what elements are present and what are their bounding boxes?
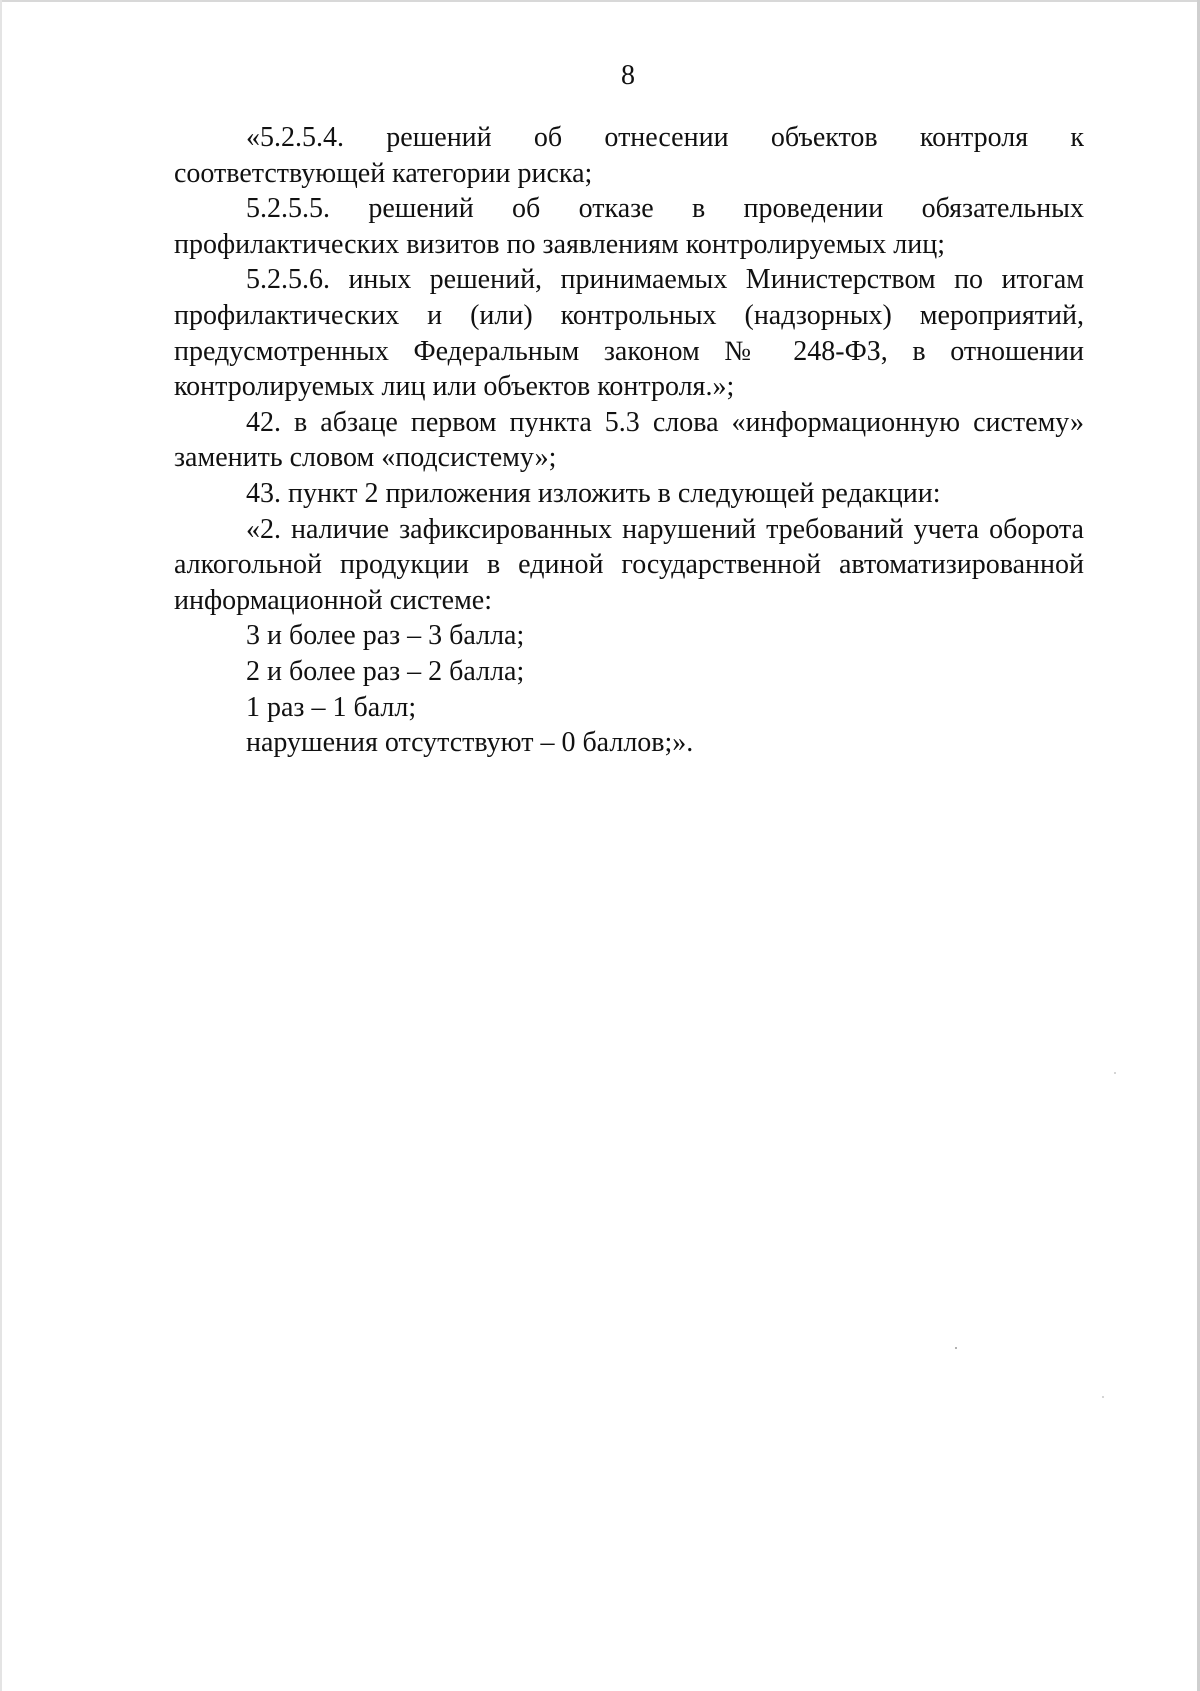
score-line-2-points: 2 и более раз – 2 балла; [246,655,525,687]
paragraph-5-2-5-6: 5.2.5.6. иных решений, принимаемых Министерством по итогам профилактических и (или) контрольных (надзорных) мероприятий, предусмотренных Федеральным законом № 248-ФЗ, в отношении контролируемых лиц или объектов контроля.»; [174,264,1084,403]
page-number: 8 [621,60,635,91]
scan-speck [1114,1072,1116,1074]
scan-speck [955,1347,957,1349]
score-line-1-point: 1 раз – 1 балл; [246,691,417,723]
scan-edge-left [0,0,2,1691]
document-body [174,120,1084,761]
paragraph-5-2-5-5: 5.2.5.5. решений об отказе в проведении обязательных профилактических визитов по заявлениям контролируемых лиц; [174,193,1084,260]
paragraph-43: 43. пункт 2 приложения изложить в следующей редакции: [246,477,941,509]
scan-edge-top [0,0,1200,2]
paragraph-42: 42. в абзаце первом пункта 5.3 слова «информационную систему» заменить словом «подсистему»; [174,406,1084,474]
paragraph-appendix-item-2: «2. наличие зафиксированных нарушений требований учета оборота алкогольной продукции в единой государственной автоматизированной информационной системе: [174,513,1084,616]
score-line-0-points: нарушения отсутствуют – 0 баллов;». [246,727,694,759]
paragraph-5-2-5-4: «5.2.5.4. решений об отнесении объектов контроля к соответствующей категории риска; [174,122,1084,189]
scan-speck [1102,1396,1104,1398]
score-line-3-points: 3 и более раз – 3 балла; [246,620,525,652]
